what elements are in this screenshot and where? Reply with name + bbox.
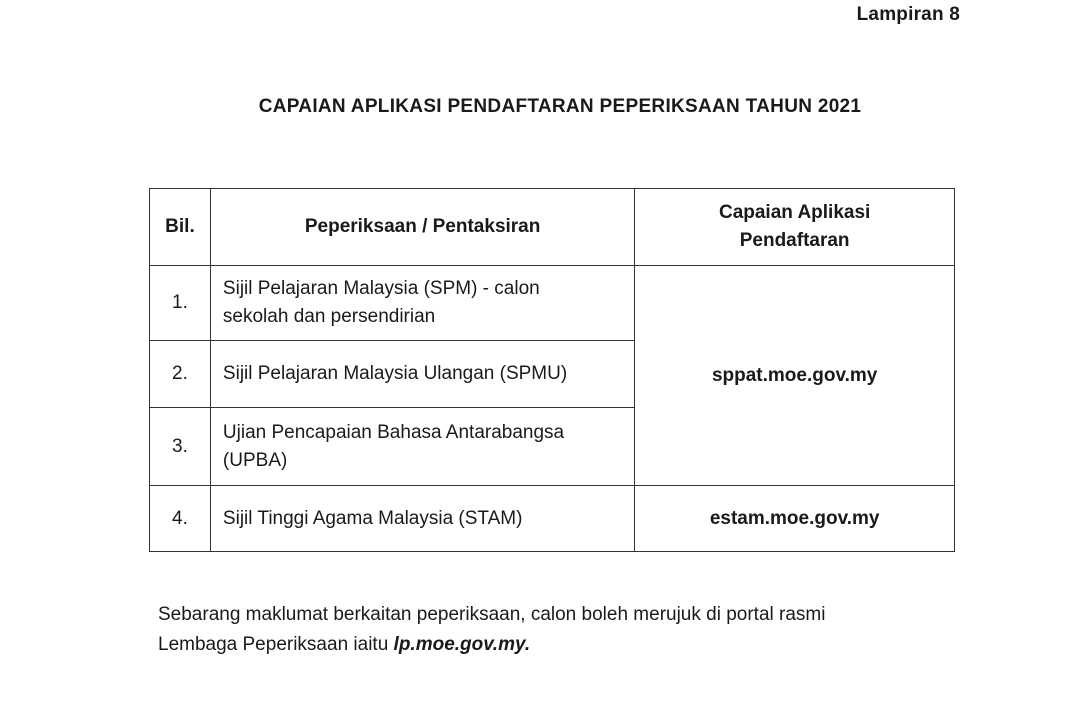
exam-registration-table <box>149 188 955 552</box>
table-row <box>150 266 955 341</box>
row-number: 3. <box>150 408 211 486</box>
row-exam: Sijil Pelajaran Malaysia Ulangan (SPMU) <box>210 341 634 408</box>
row-exam <box>210 266 634 341</box>
row-exam-line2: sekolah dan persendirian <box>222 306 436 327</box>
header-portal-line1: Capaian Aplikasi <box>718 202 871 223</box>
table-row <box>150 486 955 552</box>
appendix-label: Lampiran 8 <box>856 4 960 25</box>
portal-sppat: sppat.moe.gov.my <box>635 266 955 486</box>
row-exam: Sijil Tinggi Agama Malaysia (STAM) <box>210 486 634 552</box>
footnote <box>158 600 958 660</box>
header-portal-line2: Pendaftaran <box>739 230 850 251</box>
header-exam: Peperiksaan / Pentaksiran <box>210 189 634 266</box>
row-number: 1. <box>150 266 211 341</box>
page-title: CAPAIAN APLIKASI PENDAFTARAN PEPERIKSAAN TAHUN 2021 <box>258 96 862 117</box>
row-number: 4. <box>150 486 211 552</box>
table-header-row <box>150 189 955 266</box>
row-number: 2. <box>150 341 211 408</box>
footnote-line1: Sebarang maklumat berkaitan peperiksaan, calon boleh merujuk di portal rasmi <box>158 604 826 625</box>
portal-link: lp.moe.gov.my. <box>393 634 531 655</box>
portal-estam: estam.moe.gov.my <box>635 486 955 552</box>
footnote-line2-prefix: Lembaga Peperiksaan iaitu <box>158 634 394 655</box>
row-exam <box>210 408 634 486</box>
row-exam-line1: Ujian Pencapaian Bahasa Antarabangsa <box>222 421 565 443</box>
row-exam-line1: Sijil Pelajaran Malaysia (SPM) - calon <box>222 278 540 299</box>
header-portal <box>635 189 955 266</box>
row-exam-line2: (UPBA) <box>222 449 288 471</box>
header-number: Bil. <box>150 189 211 266</box>
